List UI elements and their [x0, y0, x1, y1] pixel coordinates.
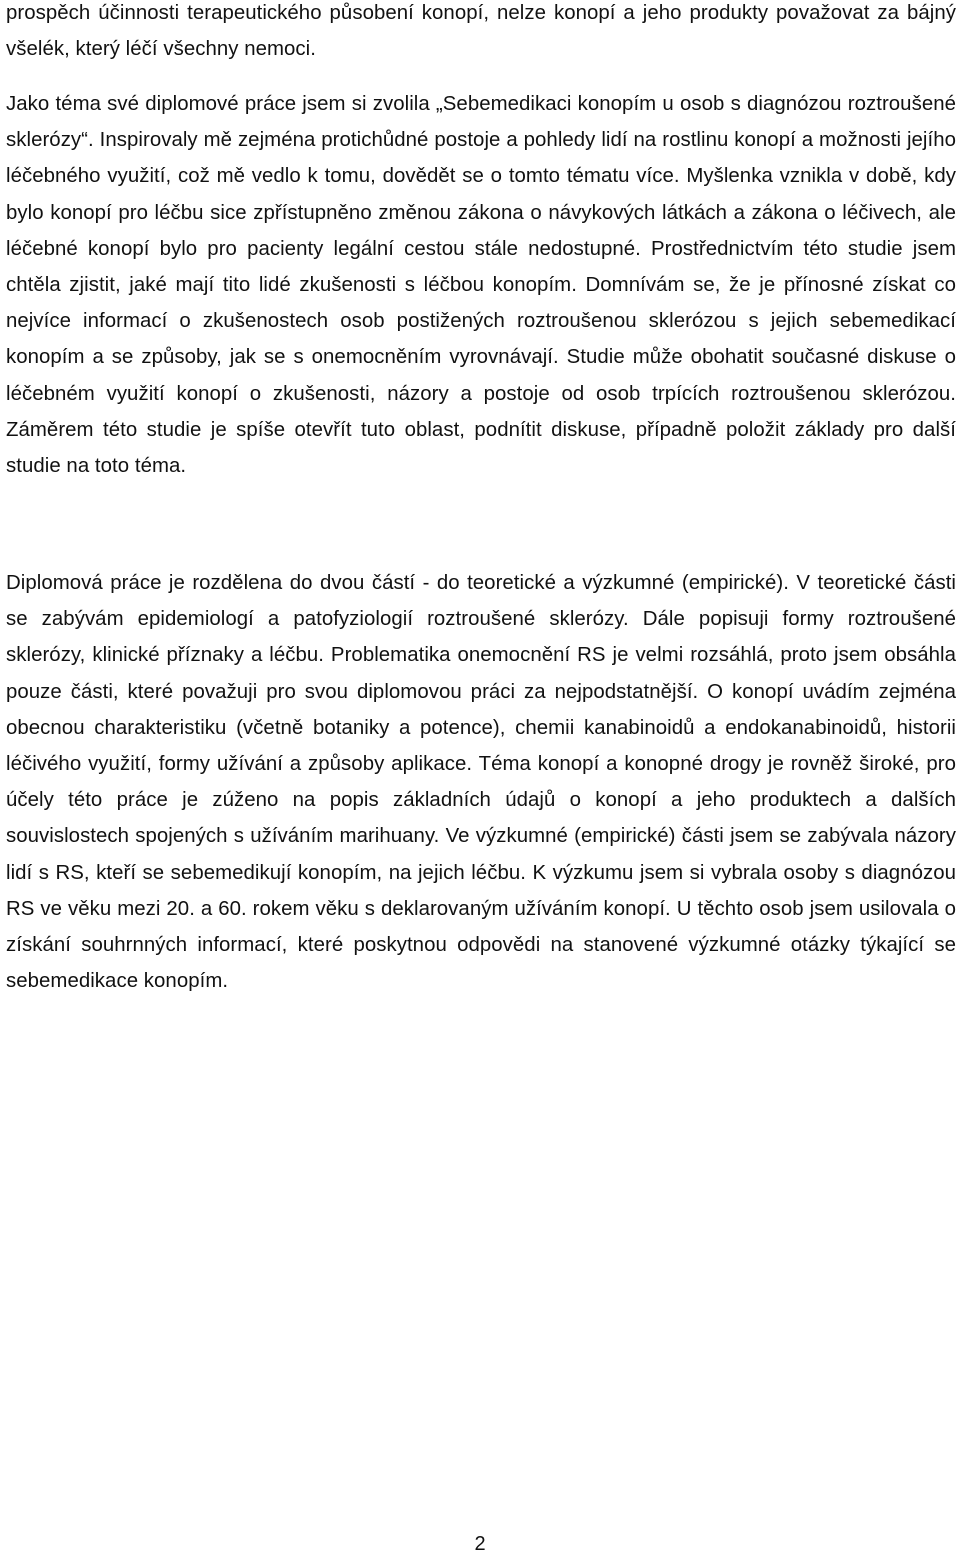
paragraph-continuation: prospěch účinnosti terapeutického působení konopí, nelze konopí a jeho produkty považovat za bájný všelék, který léčí všechny nemoci. [6, 2, 956, 61]
paragraph-thesis-structure: Diplomová práce je rozdělena do dvou částí - do teoretické a výzkumné (empirické). V teoretické části se zabývám epidemiologí a patofyziologií roztroušené sklerózy. Dále popisuji formy roztroušené sklerózy, klinické příznaky a léčbu. Problematika onemocnění RS je velmi rozsáhlá, proto jsem obsáhla pouze části, které považuji pro svou diplomovou práci za nejpodstatnější. O konopí uvádím zejména obecnou charakteristiku (včetně botaniky a potence), chemii kanabinoidů a endokanabinoidů, historii léčivého využití, formy užívání a způsoby aplikace. Téma konopí a konopné drogy je rovněž široké, pro účely této práce je zúženo na popis základních údajů o konopí a jeho produktech a dalších souvislostech spojených s užíváním marihuany. Ve výzkumné (empirické) části jsem se zabývala názory lidí s RS, kteří se sebemedikují konopím, na jejich léčbu. K výzkumu jsem si vybrala osoby s diagnózou RS ve věku mezi 20. a 60. rokem věku s deklarovaným užíváním konopí. U těchto osob jsem usilovala o získání souhrnných informací, které poskytnou odpovědi na stanovené výzkumné otázky týkající se sebemedikace konopím. [6, 572, 956, 993]
page-number: 2 [474, 1533, 486, 1555]
paragraph-topic-motivation: Jako téma své diplomové práce jsem si zvolila „Sebemedikaci konopím u osob s diagnózou roztroušené sklerózy“. Inspirovaly mě zejména protichůdné postoje a pohledy lidí na rostlinu konopí a možnosti jejího léčebného využití, což mě vedlo k tomu, dovědět se o tomto tématu více. Myšlenka vznikla v době, kdy bylo konopí pro léčbu sice zpřístupněno změnou zákona o návykových látkách a zákona o léčivech, ale léčebné konopí bylo pro pacienty legální cestou stále nedostupné. Prostřednictvím této studie jsem chtěla zjistit, jaké mají tito lidé zkušenosti s léčbou konopím. Domnívám se, že je přínosné získat co nejvíce informací o zkušenostech osob postižených roztroušenou sklerózou s jejich sebemedikací konopím a se způsoby, jak se s onemocněním vyrovnávají. Studie může obohatit současné diskuse o léčebném využití konopí o zkušenosti, názory a postoje od osob trpících roztroušenou sklerózou. Záměrem této studie je spíše otevřít tuto oblast, podnítit diskuse, případně položit základy pro další studie na toto téma. [6, 93, 956, 478]
